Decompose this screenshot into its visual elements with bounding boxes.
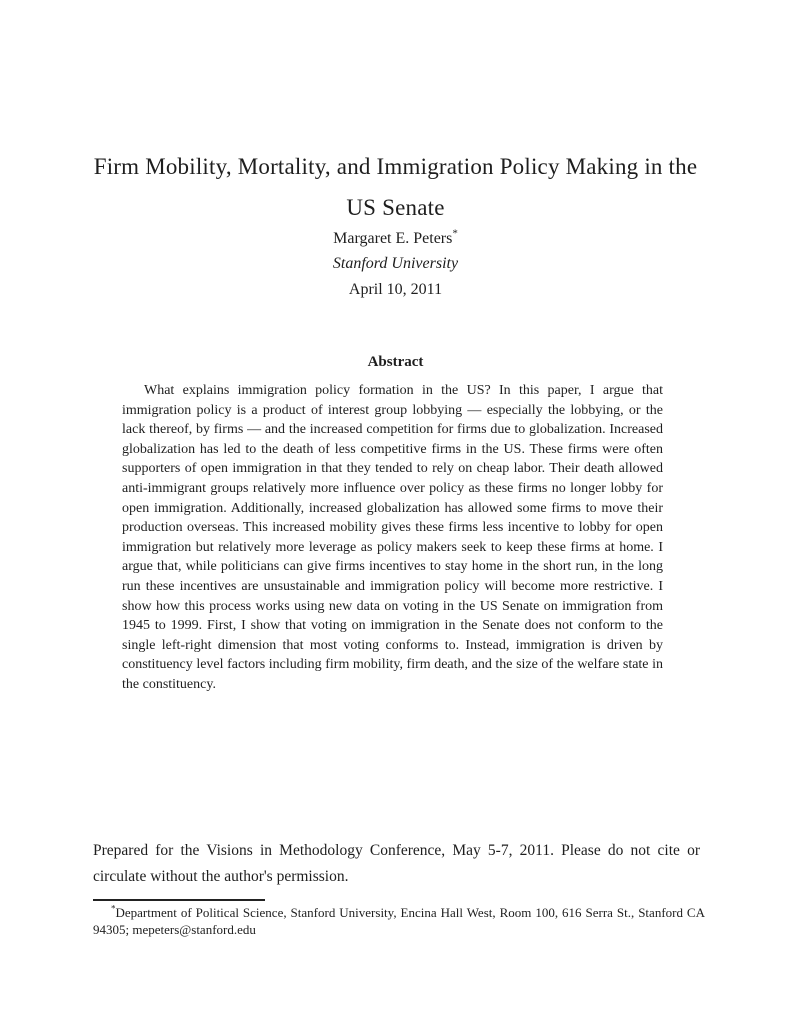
author-block (0, 226, 791, 276)
footnote-text: Department of Political Science, Stanford University, Encina Hall West, Room 100, 616 Serra St., Stanford CA 94305; mepeters@stanford.edu (93, 905, 705, 937)
paper-title-line-2: US Senate (346, 195, 445, 220)
paper-date: April 10, 2011 (348, 281, 443, 298)
paper-title-line-1: Firm Mobility, Mortality, and Immigration Policy Making in the (93, 154, 698, 179)
abstract-heading: Abstract (367, 354, 424, 370)
footnote-rule (93, 899, 265, 901)
author-affiliation: Stanford University (332, 255, 459, 272)
footnote (93, 905, 705, 938)
footnote-mark: * (111, 903, 116, 914)
author-thanks-mark: * (452, 227, 458, 240)
abstract-text: What explains immigration policy formation in the US? In this paper, I argue that immigration policy is a product of interest group lobbying — especially the lobbying, or the lack thereof, by firms — and the increased competition for firms due to globalization. Increased globalization has led to the death of less competitive firms in the US. These firms were often supporters of open immigration in that they tended to rely on cheap labor. Their death allowed anti-immigrant groups relatively more influence over policy as these firms no longer lobby for open immigration. Additionally, increased globalization has allowed some firms to move their production overseas. This increased mobility gives these firms less incentive to lobby for open immigration but relatively more leverage as policy makers seek to keep these firms at home. I argue that, while politicians can give firms incentives to stay home in the short run, in the long run these incentives are unsustainable and immigration policy will become more restrictive. I show how this process works using new data on voting in the US Senate on immigration from 1945 to 1999. First, I show that voting on immigration in the Senate does not conform to the single left-right dimension that most voting conforms to. Instead, immigration is driven by constituency level factors including firm mobility, firm death, and the size of the welfare state in the constituency. (122, 383, 663, 692)
conference-note: Prepared for the Visions in Methodology Conference, May 5-7, 2011. Please do not cite or circulate without the author's permission. (93, 842, 700, 885)
author-name (0, 226, 791, 251)
author-name-text: Margaret E. Peters (333, 230, 453, 247)
paper-title (60, 146, 731, 228)
